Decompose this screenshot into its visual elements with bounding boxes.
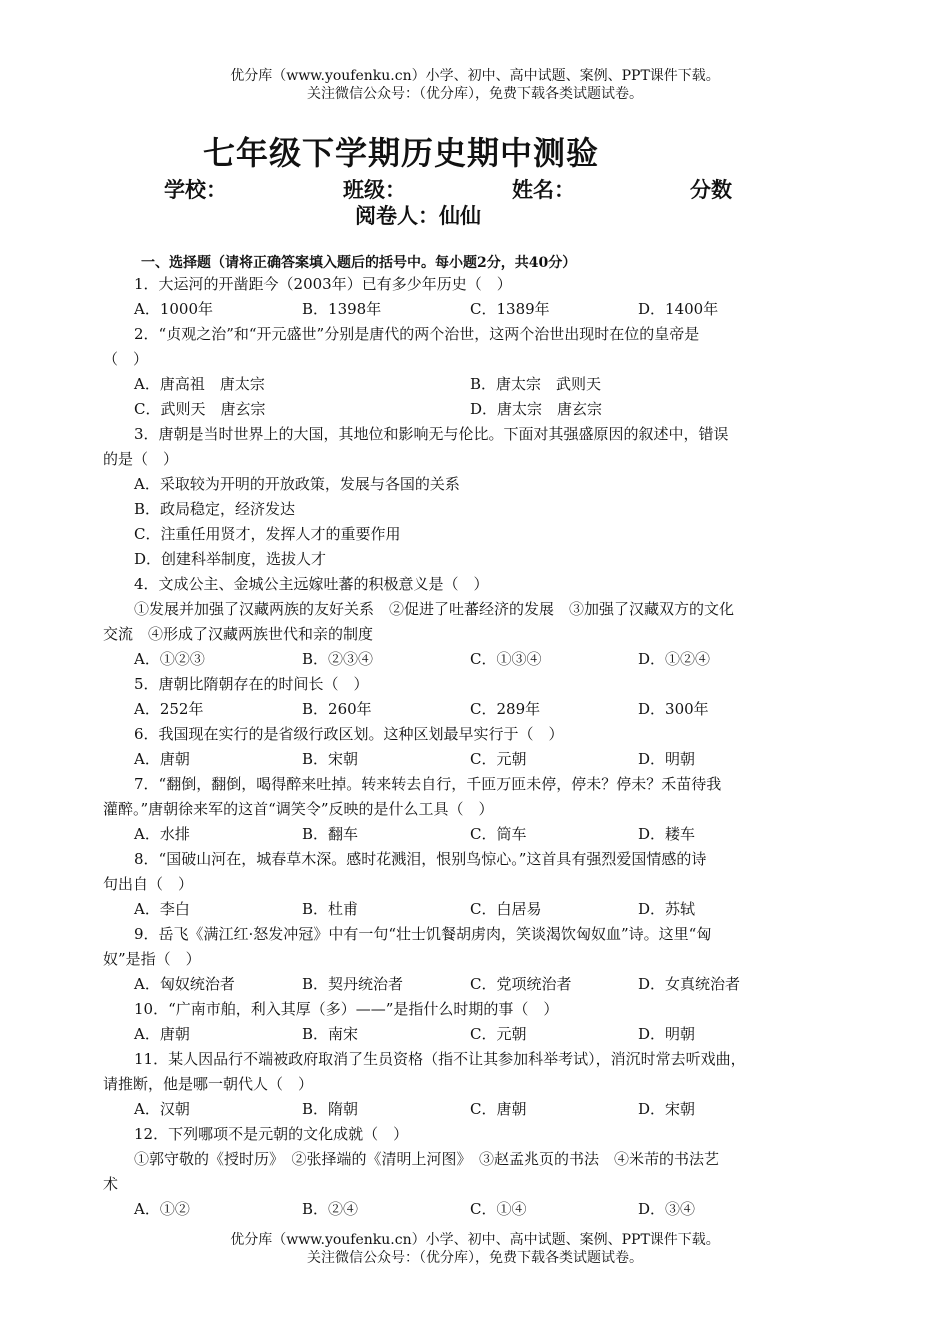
answer-options-row — [103, 1022, 813, 1047]
question-stem: 6．我国现在实行的是省级行政区划。这种区划最早实行于（ ） — [134, 725, 564, 743]
question-stem: 1．大运河的开凿距今（2003年）已有多少年历史（ ） — [134, 275, 512, 293]
answer-option: C．唐朝 — [470, 1100, 527, 1118]
answer-option: A．汉朝 — [134, 1100, 190, 1118]
question-11 — [103, 1047, 813, 1122]
answer-option: B．翻车 — [302, 825, 359, 843]
page-header — [0, 67, 950, 103]
name-field-label: 姓名： — [512, 178, 575, 202]
answer-option: A．唐高祖 唐太宗 — [134, 375, 265, 393]
answer-options-row — [103, 822, 813, 847]
question-stem: 4．文成公主、金城公主远嫁吐蕃的积极意义是（ ） — [134, 575, 489, 593]
answer-options-row — [103, 697, 813, 722]
answer-options-row — [103, 647, 813, 672]
question-stem-line: 请推断，他是哪一朝代人（ ） — [103, 1075, 314, 1093]
question-8 — [103, 847, 813, 922]
answer-option: D．1400年 — [638, 300, 719, 318]
answer-option: A．①②③ — [134, 650, 205, 668]
answer-option: B．唐太宗 武则天 — [470, 375, 602, 393]
question-stem-line: 奴”是指（ ） — [103, 950, 201, 968]
question-stem: 9．岳飞《满江红·怒发冲冠》中有一句“壮士饥餐胡虏肉，笑谈渴饮匈奴血”诗。这里“匈 — [134, 925, 712, 943]
answer-option: C．筒车 — [470, 825, 527, 843]
answer-option: A．唐朝 — [134, 750, 190, 768]
answer-option: B．隋朝 — [302, 1100, 359, 1118]
question-3 — [103, 422, 813, 572]
question-stem-line: 的是（ ） — [103, 450, 179, 468]
question-stem: 12．下列哪项不是元朝的文化成就（ ） — [134, 1125, 409, 1143]
answer-option: C．白居易 — [470, 900, 542, 918]
question-stem-line: ①发展并加强了汉藏两族的友好关系 ②促进了吐蕃经济的发展 ③加强了汉藏双方的文化 — [134, 600, 735, 618]
answer-option: B．杜甫 — [302, 900, 359, 918]
answer-option: D．明朝 — [638, 750, 696, 768]
question-stem: 3．唐朝是当时世界上的大国，其地位和影响无与伦比。下面对其强盛原因的叙述中，错误 — [134, 425, 729, 443]
header-line-2: 关注微信公众号：（优分库），免费下载各类试题试卷。 — [307, 86, 643, 102]
answer-option: B．政局稳定，经济发达 — [134, 500, 296, 518]
question-4 — [103, 572, 813, 672]
answer-option: C．武则天 唐玄宗 — [134, 400, 266, 418]
answer-options-row — [103, 372, 813, 397]
question-7 — [103, 772, 813, 847]
answer-option: D．①②④ — [638, 650, 711, 668]
page-footer — [0, 1231, 950, 1267]
question-2 — [103, 322, 813, 422]
answer-option: A．①② — [134, 1200, 190, 1218]
answer-option: B．南宋 — [302, 1025, 359, 1043]
answer-option: D．女真统治者 — [638, 975, 741, 993]
answer-option: B．1398年 — [302, 300, 382, 318]
answer-option: D．苏轼 — [638, 900, 696, 918]
footer-line-2: 关注微信公众号：（优分库），免费下载各类试题试卷。 — [307, 1250, 643, 1266]
class-field-label: 班级： — [343, 178, 406, 202]
answer-option: A．252年 — [134, 700, 204, 718]
answer-option: A．唐朝 — [134, 1025, 190, 1043]
answer-option: C．注重任用贤才，发挥人才的重要作用 — [134, 525, 401, 543]
grader-field-label: 阅卷人：仙仙 — [355, 204, 481, 228]
question-stem: 7．“翻倒，翻倒，喝得醉来吐掉。转来转去自行，千匝万匝未停，停未？停未？禾苗待我 — [134, 775, 722, 793]
answer-options-row — [103, 297, 813, 322]
answer-option: D．300年 — [638, 700, 709, 718]
answer-option: A．李白 — [134, 900, 190, 918]
answer-option: A．1000年 — [134, 300, 214, 318]
answer-option: C．元朝 — [470, 1025, 527, 1043]
answer-option: D．③④ — [638, 1200, 696, 1218]
answer-options-row — [103, 1097, 813, 1122]
answer-option: C．元朝 — [470, 750, 527, 768]
answer-option: D．明朝 — [638, 1025, 696, 1043]
answer-option: B．②③④ — [302, 650, 374, 668]
answer-option: D．唐太宗 唐玄宗 — [470, 400, 603, 418]
answer-option: A．采取较为开明的开放政策，发展与各国的关系 — [134, 475, 460, 493]
answer-option: C．1389年 — [470, 300, 550, 318]
answer-option: B．契丹统治者 — [302, 975, 404, 993]
question-stem-line: 灌醉。”唐朝徐来军的这首“调笑令”反映的是什么工具（ ） — [103, 800, 494, 818]
answer-option: C．党项统治者 — [470, 975, 572, 993]
answer-option: B．260年 — [302, 700, 372, 718]
section-title: 一、选择题（请将正确答案填入题后的括号中。每小题2分，共40分） — [141, 255, 577, 271]
answer-option: D．创建科举制度，选拔人才 — [134, 550, 327, 568]
question-stem: 8．“国破山河在，城春草木深。感时花溅泪，恨别鸟惊心。”这首具有强烈爱国情感的诗 — [134, 850, 707, 868]
question-stem: 10．“广南市舶，利入其厚（多）——”是指什么时期的事（ ） — [134, 1000, 559, 1018]
footer-line-1: 优分库（www.youfenku.cn）小学、初中、高中试题、案例、PPT课件下载。 — [230, 1232, 720, 1248]
answer-option: C．289年 — [470, 700, 541, 718]
answer-options-row — [103, 747, 813, 772]
header-line-1: 优分库（www.youfenku.cn）小学、初中、高中试题、案例、PPT课件下载。 — [230, 68, 720, 84]
question-stem: 5．唐朝比隋朝存在的时间长（ ） — [134, 675, 369, 693]
question-12 — [103, 1122, 813, 1222]
exam-title: 七年级下学期历史期中测验 — [203, 134, 600, 172]
question-1 — [103, 272, 813, 322]
answer-option: C．①③④ — [470, 650, 542, 668]
answer-option: D．宋朝 — [638, 1100, 696, 1118]
answer-option: C．①④ — [470, 1200, 527, 1218]
answer-option: B．宋朝 — [302, 750, 359, 768]
question-stem-line: ①郭守敬的《授时历》 ②张择端的《清明上河图》 ③赵孟兆页的书法 ④米芾的书法艺 — [134, 1150, 720, 1168]
answer-options-row — [103, 897, 813, 922]
question-9 — [103, 922, 813, 997]
answer-options-row — [103, 397, 813, 422]
question-stem: 2．“贞观之治”和“开元盛世”分别是唐代的两个治世，这两个治世出现时在位的皇帝是 — [134, 325, 700, 343]
question-list — [103, 272, 813, 1222]
question-5 — [103, 672, 813, 722]
answer-option: D．耧车 — [638, 825, 696, 843]
question-10 — [103, 997, 813, 1047]
answer-option: B．②④ — [302, 1200, 359, 1218]
question-stem-line: 术 — [103, 1175, 119, 1193]
answer-option: A．匈奴统治者 — [134, 975, 235, 993]
question-stem-line: 交流 ④形成了汉藏两族世代和亲的制度 — [103, 625, 374, 643]
question-stem-line: （ ） — [103, 350, 149, 368]
question-stem-line: 句出自（ ） — [103, 875, 194, 893]
school-field-label: 学校： — [164, 178, 227, 202]
question-6 — [103, 722, 813, 772]
answer-options-row — [103, 1197, 813, 1222]
answer-option: A．水排 — [134, 825, 190, 843]
score-field-label: 分数 — [690, 178, 732, 202]
question-stem: 11．某人因品行不端被政府取消了生员资格（指不让其参加科举考试），消沉时常去听戏曲， — [134, 1050, 746, 1068]
answer-options-row — [103, 972, 813, 997]
